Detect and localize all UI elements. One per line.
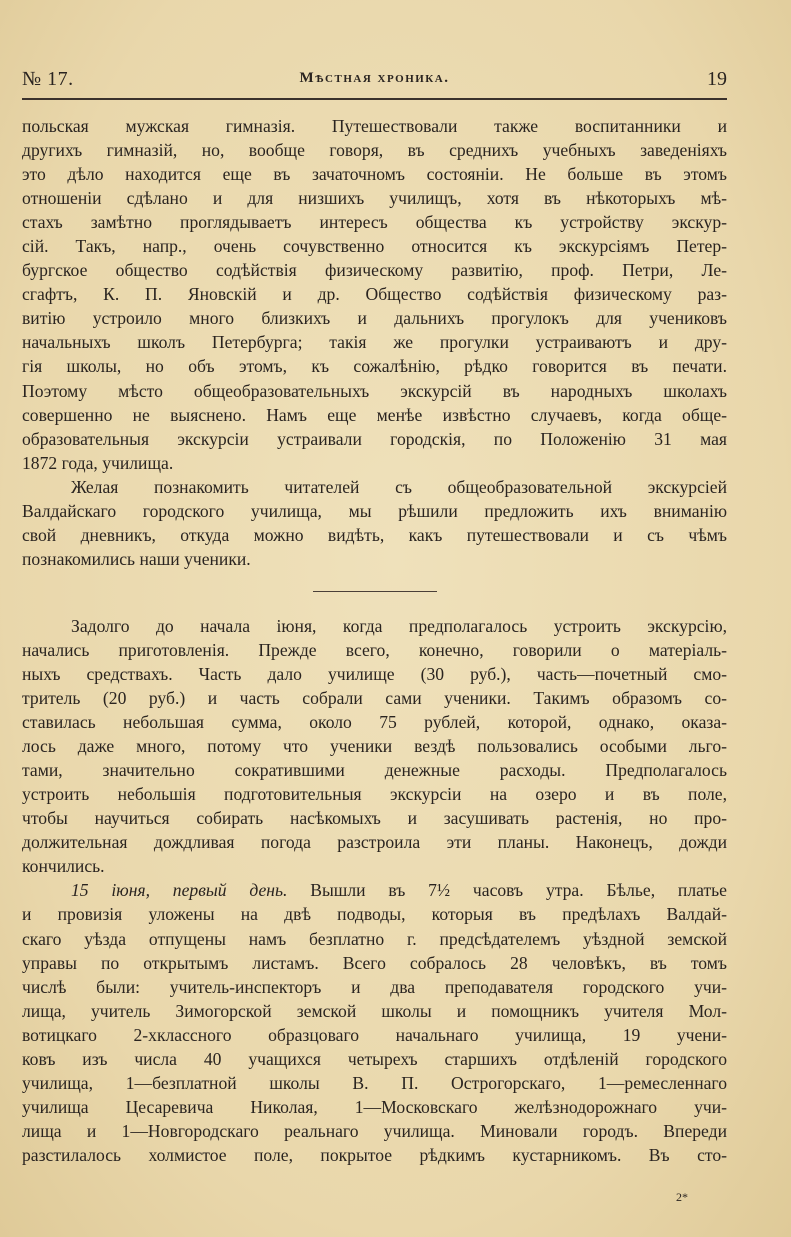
text-line: училища, 1—безплатной школы В. П. Острогорскаго, 1—ремесленнаго — [22, 1072, 727, 1093]
text-line: чтобы научиться собирать насѣкомыхъ и засушивать растенія, но про- — [22, 808, 727, 829]
text-line: познакомились наши ученики. — [22, 548, 251, 569]
body-text — [22, 114, 727, 1167]
signature-mark: 2* — [676, 1190, 688, 1204]
text-line: лось даже много, потому что ученики вездѣ пользовались особыми льго- — [22, 736, 727, 757]
text-line: тами, значительно сократившими денежные расходы. Предполагалось — [22, 760, 727, 781]
text-line: 1872 года, училища. — [22, 452, 174, 473]
text-line: устроить небольшія подготовительныя экскурсіи на озеро и въ поле, — [22, 784, 727, 805]
text-line: другихъ гимназій, но, вообще говоря, въ среднихъ учебныхъ заведеніяхъ — [22, 140, 727, 161]
text-line: отношеніи сдѣлано и для низшихъ училищъ, хотя въ нѣкоторыхъ мѣ- — [22, 188, 727, 209]
section-separator — [313, 591, 437, 592]
text-line: сій. Такъ, напр., очень сочувственно относится къ экскурсіямъ Петер- — [22, 236, 727, 257]
text-line: сгафтъ, К. П. Яновскій и др. Общество содѣйствія физическому раз- — [22, 284, 727, 305]
text-line: начались приготовленія. Прежде всего, конечно, говорили о матеріаль- — [22, 639, 727, 660]
text-line: начальныхъ школъ Петербурга; такія же прогулки устраиваютъ и дру- — [22, 332, 727, 353]
text-line: училища Цесаревича Николая, 1—Московскаго желѣзнодорожнаго учи- — [22, 1096, 727, 1117]
paragraph-3 — [22, 614, 727, 879]
text-line: Задолго до начала іюня, когда предполагалось устроить экскурсію, — [71, 615, 727, 636]
text-line: и провизія уложены на двѣ подводы, которыя въ предѣлахъ Валдай- — [22, 904, 727, 925]
text-line: лища и 1—Новгородскаго реальнаго училища. Миновали городъ. Впереди — [22, 1120, 727, 1141]
text-line: ставилась небольшая сумма, около 75 рублей, которой, однако, оказа- — [22, 712, 727, 733]
text-line: числѣ были: учитель-инспекторъ и два преподавателя городского учи- — [22, 976, 727, 997]
text-fragment: Вышли въ 7½ часовъ утра. Бѣлье, платье — [310, 880, 727, 901]
text-line: ныхъ средствахъ. Часть дало училище (30 руб.), часть—почетный смо- — [22, 663, 727, 684]
text-line: это дѣло находится еще въ зачаточномъ состояніи. Не больше въ этомъ — [22, 164, 727, 185]
text-line: скаго уѣзда отпущены намъ безплатно г. предсѣдателемъ уѣздной земской — [22, 928, 727, 949]
text-line: гія школы, но объ этомъ, къ сожалѣнію, рѣдко говорится въ печати. — [22, 356, 727, 377]
text-line: стахъ замѣтно проглядываетъ интересъ общества къ устройству экскур- — [22, 212, 727, 233]
page-number: 19 — [707, 68, 727, 90]
running-header — [22, 62, 727, 94]
text-line: Желая познакомить читателей съ общеобразовательной экскурсіей — [71, 476, 727, 497]
text-line: польская мужская гимназія. Путешествовали также воспитанники и — [22, 116, 727, 136]
text-line: Поэтому мѣсто общеобразовательныхъ экскурсій въ народныхъ школахъ — [22, 380, 727, 401]
diary-date-label: 15 іюня, первый день. — [71, 880, 288, 901]
text-line: ковъ изъ числа 40 учащихся четырехъ старшихъ отдѣленій городского — [22, 1048, 727, 1069]
issue-number: № 17. — [22, 68, 74, 90]
text-line: бургское общество содѣйствія физическому развитію, проф. Петри, Ле- — [22, 260, 727, 281]
text-line — [22, 878, 727, 902]
text-line: Валдайскаго городского училища, мы рѣшили предложить ихъ вниманію — [22, 500, 727, 521]
paragraph-2 — [22, 475, 727, 571]
text-line: должительная дождливая погода разстроила эти планы. Наконецъ, дожди — [22, 832, 727, 853]
text-line: управы по открытымъ листамъ. Всего собралось 28 человѣкъ, въ томъ — [22, 952, 727, 973]
section-title: Мѣстная хроника. — [299, 70, 450, 86]
text-line: лища, учитель Зимогорской земской школы и помощникъ учителя Мол- — [22, 1000, 727, 1021]
text-line: витію устроило много близкихъ и дальнихъ прогулокъ для учениковъ — [22, 308, 727, 329]
text-line: совершенно не выяснено. Намъ еще менѣе извѣстно случаевъ, когда обще- — [22, 404, 727, 425]
text-line: тритель (20 руб.) и часть собрали сами ученики. Такимъ образомъ со- — [22, 688, 727, 709]
paragraph-1 — [22, 114, 727, 475]
header-rule — [22, 98, 727, 100]
text-line: образовательныя экскурсіи устраивали городскія, по Положенію 31 мая — [22, 428, 727, 449]
text-line: вотицкаго 2-хклассного образцоваго начальнаго училища, 19 учени- — [22, 1024, 727, 1045]
text-line: кончились. — [22, 856, 105, 877]
paragraph-4 — [22, 878, 727, 1167]
text-line: разстилалось холмистое поле, покрытое рѣдкимъ кустарникомъ. Въ сто- — [22, 1144, 727, 1165]
text-line: свой дневникъ, откуда можно видѣть, какъ путешествовали и съ чѣмъ — [22, 524, 727, 545]
